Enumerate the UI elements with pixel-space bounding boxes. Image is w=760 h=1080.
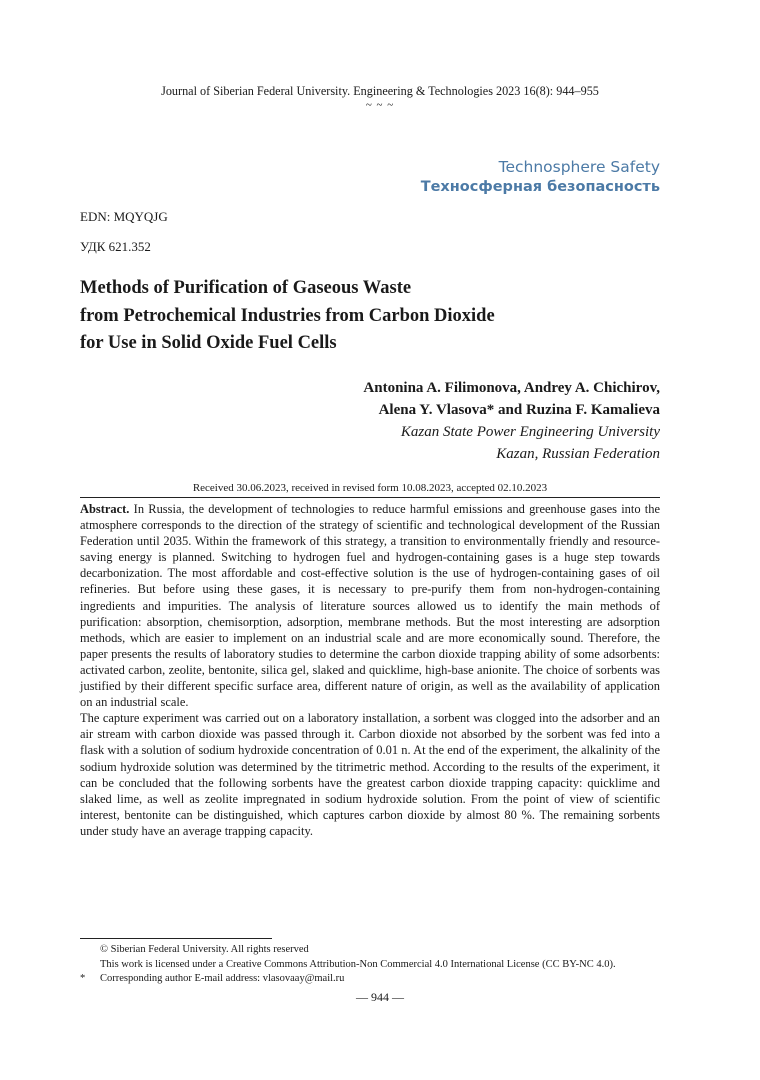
section-title-ru: Техносферная безопасность (420, 179, 660, 195)
abstract-text: In Russia, the development of technologies to reduce harmful emissions and greenhouse gases into the atmosphere corresponds to the direction of the strategy of scientific and technological development of the Russian Federation until 2035. Within the framework of this strategy, a transition to environmentally friendly and resource-saving energy is planned. Switching to hydrogen fuel and hydrogen-containing gases is a huge step towards decarbonization. The most affordable and cost-effective solution is the use of hydrogen-containing gases of oil refineries. But before using these gases, it is necessary to pre-purify them from non-hydrogen-containing ingredients and impurities. The analysis of literature sources allowed us to identify the main methods of purification: absorption, chemisorption, adsorption, membrane methods. But the most interesting are adsorption methods, which are easier to implement on an industrial scale and are more economically sound. Therefore, the paper presents the results of laboratory studies to determine the carbon dioxide trapping ability of some adsorbents: activated carbon, zeolite, bentonite, silica gel, slaked and quicklime, high-base anionite. The choice of sorbents was justified by their different specific surface area, different nature of origin, as well as the availability of application on an industrial scale. (80, 502, 661, 710)
abstract-divider (80, 497, 660, 498)
copyright-notice: © Siberian Federal University. All rights reserved (100, 944, 309, 955)
abstract-label: Abstract. (80, 502, 130, 516)
footnote-marker: * (80, 973, 86, 984)
paper-title-line: Methods of Purification of Gaseous Waste (80, 278, 412, 298)
page-number: — 944 — (356, 990, 404, 1004)
abstract (80, 501, 660, 839)
udk-identifier: УДК 621.352 (80, 239, 151, 254)
affiliation-location: Kazan, Russian Federation (496, 446, 660, 462)
license-notice: This work is licensed under a Creative Commons Attribution-Non Commercial 4.0 International License (CC BY-NC 4.0). (100, 958, 616, 970)
paper-title (80, 275, 640, 358)
journal-citation: Journal of Siberian Federal University. Engineering & Technologies 2023 16(8): 944–955 (161, 84, 599, 98)
section-title-en: Technosphere Safety (498, 158, 660, 176)
abstract-paragraph (80, 501, 660, 710)
edn-identifier: EDN: MQYQJG (80, 209, 168, 224)
paper-title-line: from Petrochemical Industries from Carbon Dioxide (80, 305, 495, 326)
affiliation: Kazan State Power Engineering University (400, 424, 660, 440)
header-separator: ~ ~ ~ (365, 99, 395, 111)
paper-title-line: for Use in Solid Oxide Fuel Cells (80, 333, 337, 353)
corresponding-author: Corresponding author E-mail address: vlasovaay@mail.ru (100, 973, 345, 984)
received-dates: Received 30.06.2023, received in revised form 10.08.2023, accepted 02.10.2023 (192, 482, 548, 494)
footnote-divider (80, 938, 272, 939)
footnotes (80, 943, 680, 987)
abstract-paragraph: The capture experiment was carried out on a laboratory installation, a sorbent was clogged into the adsorber and an air stream with carbon dioxide was passed through it. Carbon dioxide not absorbed by the sorbent was fed into a flask with a solution of sodium hydroxide concentration of 0.01 n. At the end of the experiment, the alkalinity of the sodium hydroxide solution was determined by the titrimetric method. According to the results of the experiment, it can be concluded that the following sorbents have the greatest carbon dioxide trapping capacity: quicklime and slaked lime, as well as zeolite impregnated in sodium hydroxide solution. From the point of view of scientific interest, bentonite can be distinguished, which captures carbon dioxide by almost 80 %. The remaining sorbents under study have an average trapping capacity. (80, 711, 660, 838)
author-block (363, 377, 660, 465)
author-names-line: Antonina A. Filimonova, Andrey A. Chichirov, (363, 380, 660, 396)
author-names-line: Alena Y. Vlasova* and Ruzina F. Kamalieva (378, 402, 660, 418)
